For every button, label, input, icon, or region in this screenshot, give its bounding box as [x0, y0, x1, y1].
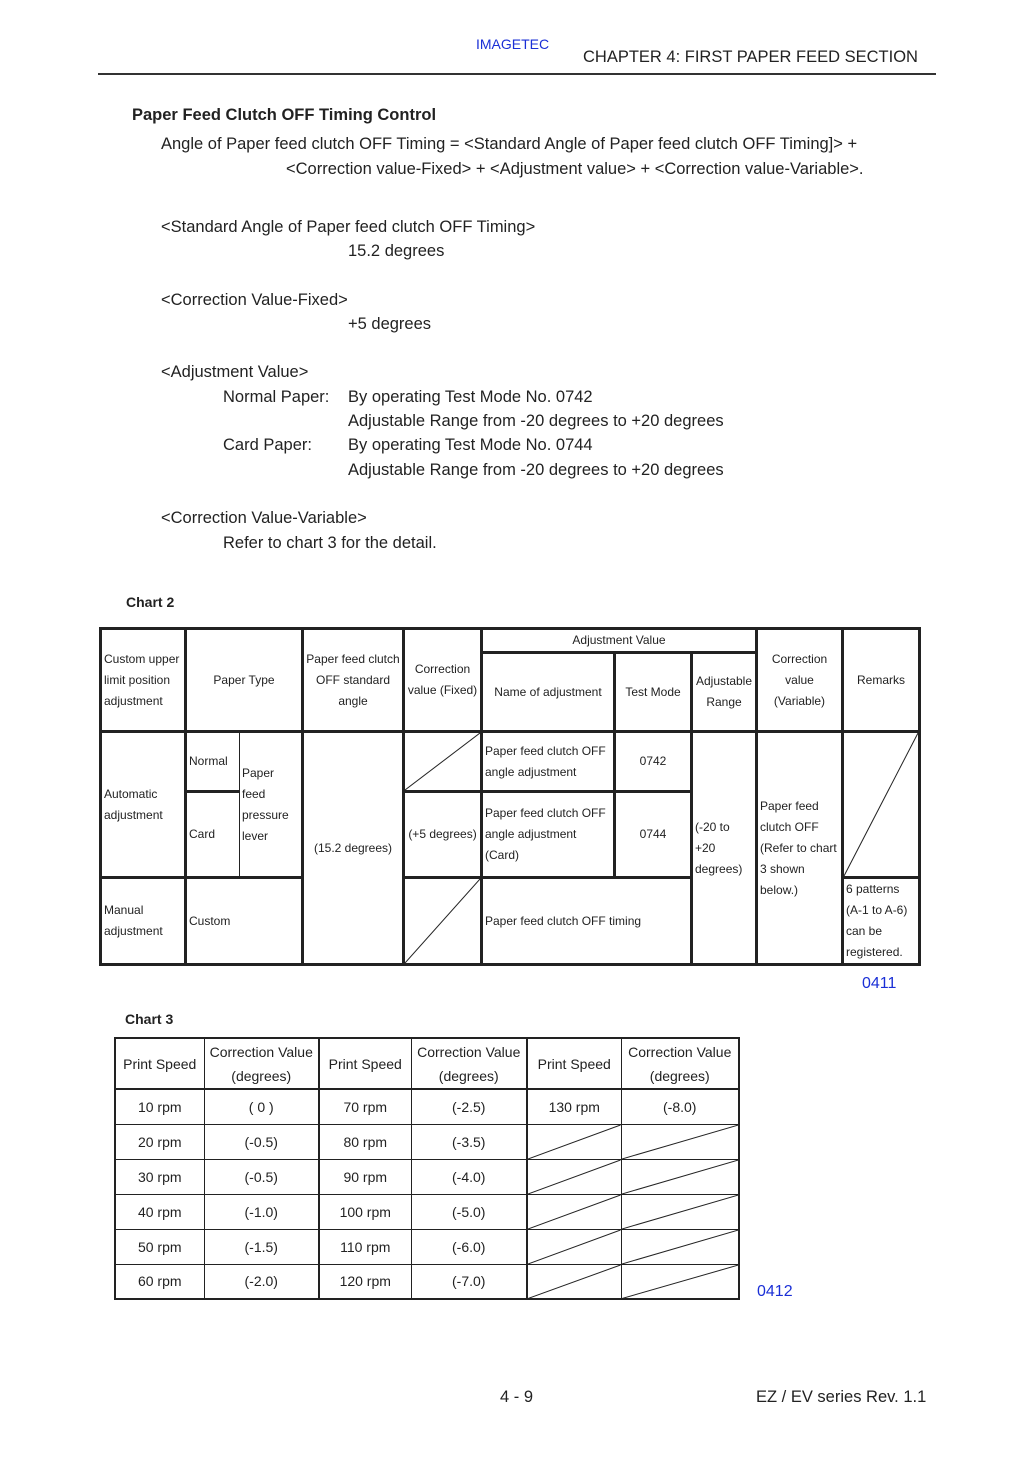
chapter-title: CHAPTER 4: FIRST PAPER FEED SECTION — [583, 48, 918, 66]
speed-cell: 20 rpm — [115, 1124, 204, 1159]
paper-type-custom: Custom — [186, 878, 303, 965]
remarks-auto-empty — [843, 732, 920, 878]
formula-line-2: <Correction value-Fixed> + <Adjustment value> + <Correction value-Variable>. — [286, 160, 864, 178]
speed-cell: 130 rpm — [527, 1089, 621, 1124]
correction-cell: (-4.0) — [411, 1159, 527, 1194]
correction-cell: (-0.5) — [204, 1124, 319, 1159]
empty-speed-cell — [527, 1264, 621, 1299]
empty-speed-cell — [527, 1124, 621, 1159]
correction-cell: (-3.5) — [411, 1124, 527, 1159]
correction-cell: (-7.0) — [411, 1264, 527, 1299]
correction-value-header: Correction Value (degrees) — [204, 1038, 319, 1089]
chart-2-table — [99, 627, 921, 966]
normal-paper-line-1: By operating Test Mode No. 0742 — [348, 388, 593, 406]
brand-name: IMAGETEC — [476, 36, 550, 52]
name-of-adjustment-header: Name of adjustment — [482, 653, 615, 732]
speed-cell: 40 rpm — [115, 1194, 204, 1229]
correction-cell: (-5.0) — [411, 1194, 527, 1229]
pressure-lever-cell: Paper feed pressure lever — [240, 732, 303, 878]
adjustment-label: <Adjustment Value> — [161, 363, 309, 381]
correction-variable-cell: Paper feed clutch OFF (Refer to chart 3 shown below.) — [757, 732, 843, 965]
standard-angle-header: Paper feed clutch OFF standard angle — [303, 629, 404, 732]
remarks-manual: 6 patterns (A-1 to A-6) can be registered. — [843, 878, 920, 965]
speed-cell: 100 rpm — [319, 1194, 411, 1229]
card-paper-line-2: Adjustable Range from -20 degrees to +20 degrees — [348, 461, 724, 479]
empty-speed-cell — [527, 1159, 621, 1194]
correction-cell: (-6.0) — [411, 1229, 527, 1264]
paper-type-header: Paper Type — [186, 629, 303, 732]
automatic-adjustment-cell: Automatic adjustment — [101, 732, 186, 878]
adjustment-name-manual: Paper feed clutch OFF timing — [482, 878, 692, 965]
speed-cell: 50 rpm — [115, 1229, 204, 1264]
revision-mark-0412: 0412 — [757, 1283, 793, 1300]
paper-type-normal: Normal — [186, 732, 240, 792]
empty-speed-cell — [527, 1194, 621, 1229]
empty-correction-cell — [621, 1124, 739, 1159]
card-paper-label: Card Paper: — [223, 436, 312, 454]
empty-correction-cell — [621, 1159, 739, 1194]
correction-variable-header: Correction value (Variable) — [757, 629, 843, 732]
fixed-manual-empty — [404, 878, 482, 965]
speed-cell: 30 rpm — [115, 1159, 204, 1194]
empty-correction-cell — [621, 1194, 739, 1229]
normal-paper-label: Normal Paper: — [223, 388, 330, 406]
correction-value-header: Correction Value (degrees) — [621, 1038, 739, 1089]
correction-cell: (-2.5) — [411, 1089, 527, 1124]
adjustable-range-header: Adjustable Range — [692, 653, 757, 732]
correction-value-header: Correction Value (degrees) — [411, 1038, 527, 1089]
correction-fixed-value: +5 degrees — [348, 315, 432, 333]
empty-correction-cell — [621, 1264, 739, 1299]
print-speed-header: Print Speed — [319, 1038, 411, 1089]
correction-cell: ( 0 ) — [204, 1089, 319, 1124]
custom-upper-header: Custom upper limit position adjustment — [101, 629, 186, 732]
speed-cell: 110 rpm — [319, 1229, 411, 1264]
section-title: Paper Feed Clutch OFF Timing Control — [132, 106, 437, 124]
speed-cell: 70 rpm — [319, 1089, 411, 1124]
chart-3-title: Chart 3 — [125, 1011, 174, 1027]
standard-angle-value-cell: (15.2 degrees) — [303, 732, 404, 965]
test-mode-normal: 0742 — [615, 732, 692, 792]
adjustment-value-header: Adjustment Value — [482, 629, 757, 653]
speed-cell: 10 rpm — [115, 1089, 204, 1124]
empty-correction-cell — [621, 1229, 739, 1264]
remarks-header: Remarks — [843, 629, 920, 732]
normal-paper-line-2: Adjustable Range from -20 degrees to +20 degrees — [348, 412, 724, 430]
formula-line-1: Angle of Paper feed clutch OFF Timing = <Standard Angle of Paper feed clutch OFF Timing]> + — [161, 135, 858, 153]
revision-mark-0411: 0411 — [862, 975, 897, 992]
speed-cell: 80 rpm — [319, 1124, 411, 1159]
test-mode-header: Test Mode — [615, 653, 692, 732]
speed-cell: 90 rpm — [319, 1159, 411, 1194]
correction-cell: (-2.0) — [204, 1264, 319, 1299]
fixed-card-value: (+5 degrees) — [404, 792, 482, 878]
page-number: 4 - 9 — [500, 1388, 534, 1406]
adjustment-name-normal: Paper feed clutch OFF angle adjustment — [482, 732, 615, 792]
test-mode-card: 0744 — [615, 792, 692, 878]
chart-3-table — [114, 1037, 740, 1300]
empty-speed-cell — [527, 1229, 621, 1264]
correction-fixed-header: Correction value (Fixed) — [404, 629, 482, 732]
print-speed-header: Print Speed — [115, 1038, 204, 1089]
paper-type-card: Card — [186, 792, 240, 878]
chart-2-title: Chart 2 — [126, 594, 175, 610]
standard-angle-value: 15.2 degrees — [348, 242, 445, 260]
print-speed-header: Print Speed — [527, 1038, 621, 1089]
speed-cell: 120 rpm — [319, 1264, 411, 1299]
correction-variable-note: Refer to chart 3 for the detail. — [223, 534, 437, 552]
header-rule — [98, 73, 936, 75]
adjustment-name-card: Paper feed clutch OFF angle adjustment (Card) — [482, 792, 615, 878]
standard-angle-label: <Standard Angle of Paper feed clutch OFF Timing> — [161, 218, 536, 236]
adjustable-range-cell: (-20 to +20 degrees) — [692, 732, 757, 965]
correction-cell: (-8.0) — [621, 1089, 739, 1124]
correction-cell: (-0.5) — [204, 1159, 319, 1194]
fixed-normal-empty — [404, 732, 482, 792]
card-paper-line-1: By operating Test Mode No. 0744 — [348, 436, 593, 454]
correction-cell: (-1.0) — [204, 1194, 319, 1229]
speed-cell: 60 rpm — [115, 1264, 204, 1299]
series-revision: EZ / EV series Rev. 1.1 — [756, 1388, 927, 1406]
correction-cell: (-1.5) — [204, 1229, 319, 1264]
manual-adjustment-cell: Manual adjustment — [101, 878, 186, 965]
correction-fixed-label: <Correction Value-Fixed> — [161, 291, 348, 309]
correction-variable-label: <Correction Value-Variable> — [161, 509, 367, 527]
